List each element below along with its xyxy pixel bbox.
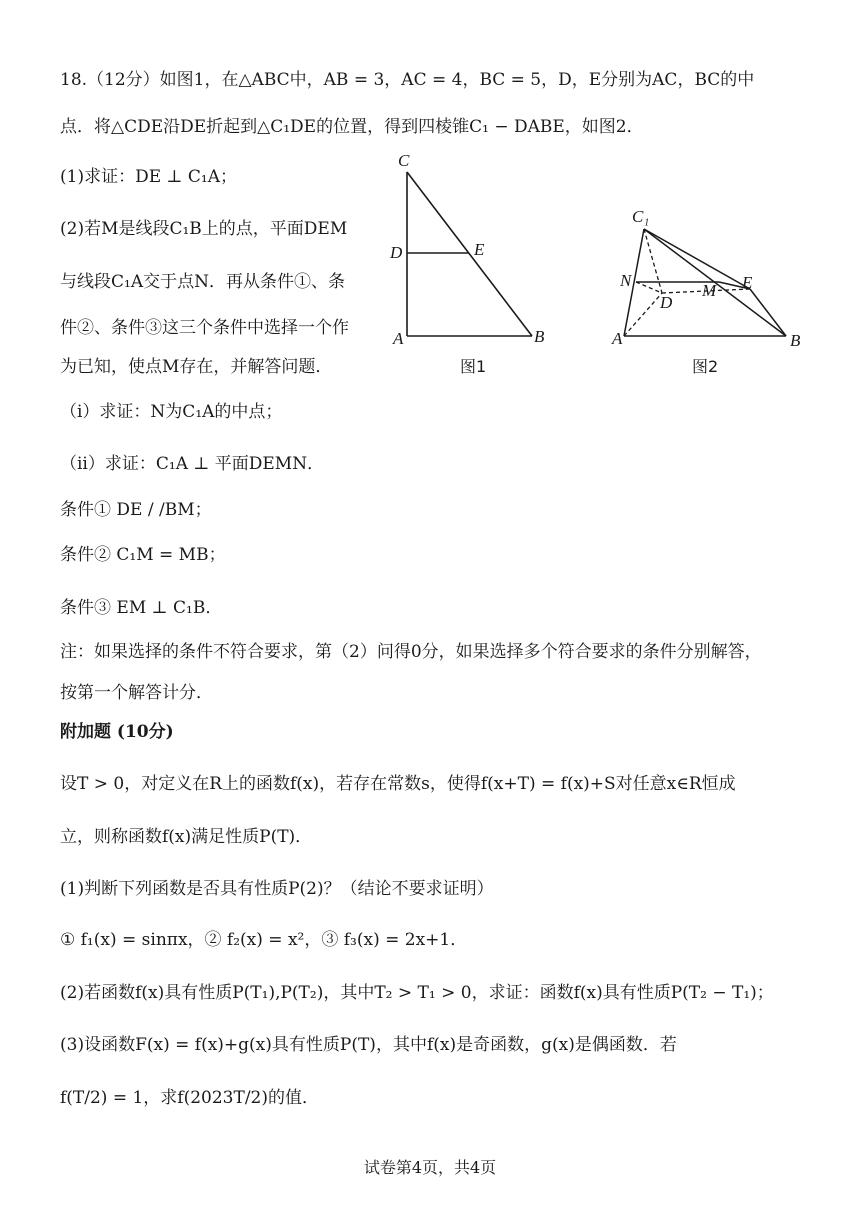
fig2-label-E: E — [742, 273, 753, 292]
fig2-caption: 图2 — [692, 357, 719, 376]
fig2-segment-C1D — [644, 229, 662, 293]
q18-part2-line3: 件②、条件③这三个条件中选择一个作 — [60, 318, 349, 338]
fig1-label-C: C — [398, 151, 410, 170]
q18-condition-1: 条件① DE / /BM； — [60, 500, 212, 520]
q18-subpart-i: （i）求证：N为C₁A的中点； — [60, 402, 283, 422]
extra-definition-line2: 立，则称函数f(x)满足性质P(T)． — [60, 827, 313, 847]
fig2-label-A: A — [612, 329, 623, 348]
extra-functions: ① f₁(x) = sinπx，② f₂(x) = x²，③ f₃(x) = 2x+1． — [60, 930, 468, 950]
q18-intro-line2: 点．将△CDE沿DE折起到△C₁DE的位置，得到四棱锥C₁ − DABE，如图2． — [60, 117, 644, 137]
extra-part3-line1: (3)设函数F(x) = f(x)+g(x)具有性质P(T)，其中f(x)是奇函数，g(x)是偶函数．若 — [60, 1035, 677, 1055]
fig1-label-D: D — [390, 243, 403, 262]
extra-definition-line1: 设T > 0，对定义在R上的函数f(x)，若存在常数s，使得f(x+T) = f(x)+S对任意x∈R恒成 — [60, 774, 736, 794]
q18-part2-line4: 为已知，使点M存在，并解答问题． — [60, 357, 333, 377]
page-footer: 试卷第4页，共4页 — [363, 1158, 497, 1177]
q18-part2-line2: 与线段C₁A交于点N．再从条件①、条 — [60, 272, 345, 292]
extra-part3-line2: f(T/2) = 1，求f(2023T/2)的值． — [60, 1088, 320, 1108]
q18-intro-line1: 18.（12分）如图1，在△ABC中，AB = 3，AC = 4，BC = 5，D，E分别为AC，BC的中 — [60, 70, 755, 90]
q18-note-line2: 按第一个解答计分． — [60, 683, 213, 703]
fig1-label-A: A — [393, 329, 404, 348]
fig2-segment-C1E — [644, 229, 750, 289]
fig2-segment-AD — [624, 293, 662, 336]
q18-subpart-ii: （ii）求证：C₁A ⊥ 平面DEMN． — [60, 454, 325, 474]
fig1-caption: 图1 — [460, 357, 487, 376]
q18-condition-2: 条件② C₁M = MB； — [60, 545, 226, 565]
fig2-label-M: M — [702, 281, 717, 300]
q18-note-line1: 注：如果选择的条件不符合要求，第（2）问得0分，如果选择多个符合要求的条件分别解答， — [60, 642, 762, 662]
fig2-label-N: N — [620, 271, 632, 290]
q18-part1: (1)求证：DE ⊥ C₁A； — [60, 167, 238, 187]
extra-part1: (1)判断下列函数是否具有性质P(2)？（结论不要求证明） — [60, 879, 494, 899]
fig1-segment-CB — [407, 172, 532, 336]
fig2-segment-ND — [636, 282, 662, 293]
q18-part2-line1: (2)若M是线段C₁B上的点，平面DEM — [60, 219, 348, 239]
fig1-label-E: E — [474, 240, 485, 259]
fig2-label-C1: C₁ — [632, 207, 650, 226]
extra-title: 附加题 (10分) — [60, 722, 174, 742]
q18-condition-3: 条件③ EM ⊥ C₁B． — [60, 598, 223, 618]
figure-2 — [610, 200, 810, 380]
fig2-label-D: D — [660, 293, 673, 312]
extra-part2: (2)若函数f(x)具有性质P(T₁),P(T₂)，其中T₂ > T₁ > 0，求证：函数f(x)具有性质P(T₂ − T₁)； — [60, 983, 774, 1003]
fig2-label-B: B — [790, 331, 801, 350]
fig1-label-B: B — [534, 327, 545, 346]
figure-1 — [380, 148, 560, 378]
